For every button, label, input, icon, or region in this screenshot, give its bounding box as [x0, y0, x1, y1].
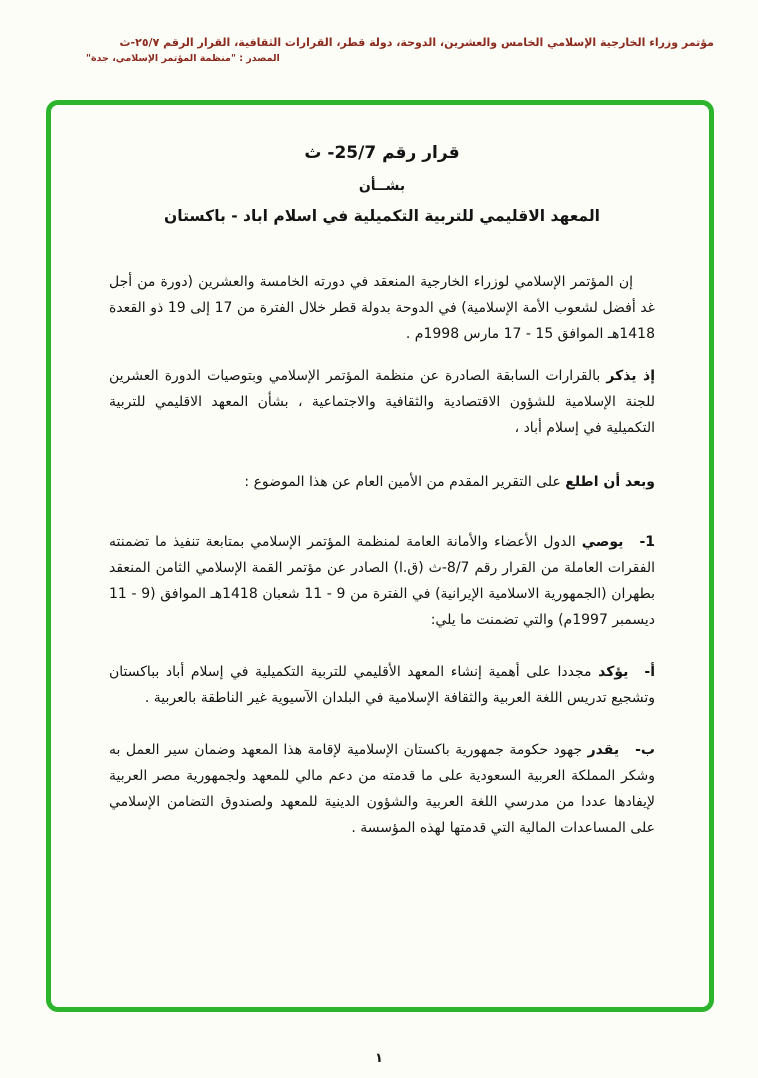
item-text: جهود حكومة جمهورية باكستان الإسلامية لإقامة هذا المعهد وضمان سير العمل به وشكر المملكة العربية السعودية على ما قدمته من دعم مالي للمعهد ولجمهورية مصر العربية لإيفادها عددا من مدرسي اللغة العربية والشؤون الدينية للمعهد ولصندوق التضامن الإسلامي على المساعدات المالية التي قدمتها لهذه المؤسسة .	[109, 742, 655, 836]
item-marker: 1-	[639, 534, 655, 550]
after-review-lead: وبعد أن اطلع	[565, 474, 655, 490]
list-item	[109, 529, 655, 633]
preamble-paragraph: إن المؤتمر الإسلامي لوزراء الخارجية المنعقد في دورته الخامسة والعشرين (دورة من أجل غد أفضل لشعوب الأمة الإسلامية) في الدوحة بدولة قطر خلال الفترة من 17 إلى 19 ذو القعدة 1418هـ الموافق 15 - 17 مارس 1998م .	[109, 274, 656, 342]
resolution-number-title: قرار رقم 25/7- ث	[304, 143, 460, 163]
item-text: الدول الأعضاء والأمانة العامة لمنظمة المؤتمر الإسلامي بمتابعة تنفيذ ما تضمنته الفقرات العاملة من القرار رقم 8/7-ث (ق.ا) الصادر عن مؤتمر القمة الإسلامي الثامن المنعقد بطهران (الجمهورية الاسلامية الإيرانية) في الفترة من 9 - 11 شعبان 1418هـ الموافق (9 - 11 ديسمبر 1997م) والتي تضمنت ما يلي:	[109, 534, 656, 628]
header-source-line: المصدر : "منظمة المؤتمر الإسلامي، جدة"	[86, 53, 280, 65]
document-header	[40, 36, 714, 64]
item-marker: أ-	[644, 664, 655, 680]
page-number: ١	[375, 1051, 383, 1066]
header-citation-line: مؤتمر وزراء الخارجية الإسلامي الخامس والعشرين، الدوحة، دولة قطر، القرارات الثقافية، القرار الرقم ٢٥/٧-ث	[119, 36, 714, 49]
item-lead: يوصي	[581, 534, 624, 550]
recall-paragraph	[109, 363, 655, 441]
recall-lead: إذ يذكر	[606, 368, 655, 384]
after-review-text: على التقرير المقدم من الأمين العام عن هذا الموضوع :	[244, 474, 566, 490]
document-content	[51, 105, 709, 1007]
item-lead: يؤكد	[598, 664, 629, 680]
regarding-label: بشــأن	[358, 178, 406, 194]
list-item	[109, 659, 655, 711]
list-item	[109, 737, 655, 841]
resolution-subject-title: المعهد الاقليمي للتربية التكميلية في اسلام اباد - باكستان	[164, 207, 600, 225]
recall-text: بالقرارات السابقة الصادرة عن منظمة المؤتمر الإسلامي وبتوصيات الدورة العشرين للجنة الإسلامية للشؤون الاقتصادية والثقافية والاجتماعية ، بشأن المعهد الاقليمي للتربية التكميلية في إسلام أباد ،	[109, 368, 655, 436]
item-lead: يقدر	[587, 742, 620, 758]
item-text: مجددا على أهمية إنشاء المعهد الأقليمي للتربية التكميلية في إسلام أباد بباكستان وتشجيع تدريس اللغة العربية والثقافة الإسلامية في البلدان الآسيوية غير الناطقة بالعربية .	[109, 664, 655, 706]
after-review-paragraph	[109, 469, 655, 495]
document-frame	[46, 100, 714, 1012]
item-marker: ب-	[635, 742, 655, 758]
